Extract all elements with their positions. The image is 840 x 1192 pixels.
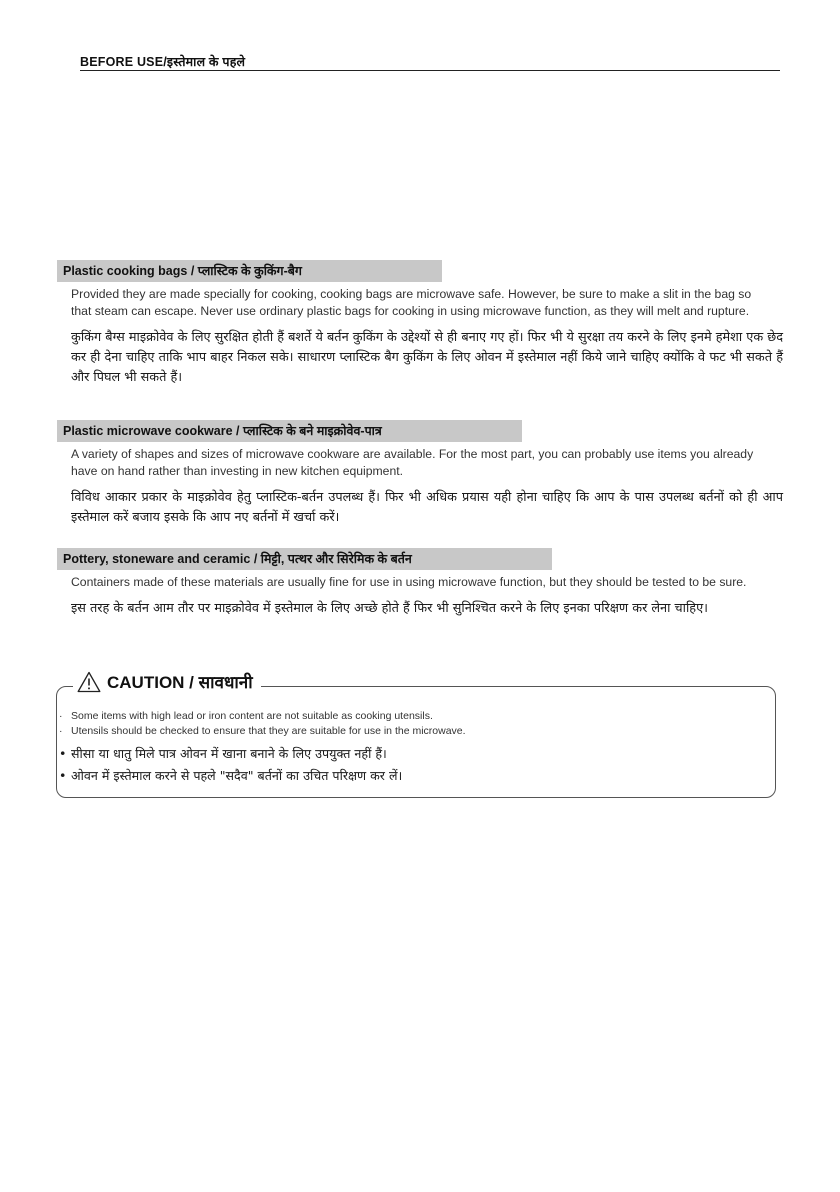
list-item: • ओवन में इस्तेमाल करने से पहले "सदैव" बर्तनों का उचित परिक्षण कर लें। bbox=[59, 768, 403, 783]
section-english-text: Containers made of these materials are usually fine for use in using microwave function, but they should be tested to be sure. bbox=[71, 575, 747, 589]
caution-list-english bbox=[59, 709, 466, 739]
section-heading: Plastic cooking bags / प्लास्टिक के कुकिंग-बैग bbox=[57, 260, 442, 282]
page-title: BEFORE USE/इस्तेमाल के पहले bbox=[80, 55, 246, 69]
section-plastic-cooking-bags bbox=[57, 260, 787, 388]
section-english-text: A variety of shapes and sizes of microwave cookware are available. For the most part, you can probably use items you already have on hand rather than investing in new kitchen equipment. bbox=[71, 447, 754, 478]
section-english-text: Provided they are made specially for cooking, cooking bags are microwave safe. However, be sure to make a slit in the bag so that steam can escape. Never use ordinary plastic bags for cooking in using microwave function, as they will melt and rupture. bbox=[71, 287, 752, 318]
section-plastic-microwave-cookware bbox=[57, 420, 787, 528]
caution-heading bbox=[73, 670, 261, 693]
list-item: • सीसा या धातु मिले पात्र ओवन में खाना बनाने के लिए उपयुक्त नहीं हैं। bbox=[59, 746, 387, 761]
caution-box bbox=[56, 673, 776, 798]
section-hindi-text: विविध आकार प्रकार के माइक्रोवेव हेतु प्लास्टिक-बर्तन उपलब्ध हैं। फिर भी अधिक प्रयास यही होना चाहिए कि आप के पास उपलब्ध बर्तनों को ही आप इस्तेमाल करें बजाय इसके कि आप नए बर्तनों में खर्चा करें। bbox=[71, 490, 783, 525]
list-item: · Some items with high lead or iron content are not suitable as cooking utensils. bbox=[59, 710, 433, 722]
page-header bbox=[80, 52, 780, 71]
caution-list-hindi bbox=[59, 743, 402, 787]
section-heading: Pottery, stoneware and ceramic / मिट्टी, पत्थर और सिरेमिक के बर्तन bbox=[57, 548, 552, 570]
section-hindi-text: इस तरह के बर्तन आम तौर पर माइक्रोवेव में इस्तेमाल के लिए अच्छे होते हैं फिर भी सुनिश्चित करने के लिए इनका परिक्षण कर लेना चाहिए। bbox=[71, 601, 709, 616]
section-heading: Plastic microwave cookware / प्लास्टिक के बने माइक्रोवेव-पात्र bbox=[57, 420, 522, 442]
section-hindi-text: कुकिंग बैग्स माइक्रोवेव के लिए सुरक्षित होती हैं बशर्ते ये बर्तन कुकिंग के उद्देश्यों से ही बनाए गए हों। फिर भी ये सुरक्षा तय करने के लिए इनमे हमेशा एक छेद कर ही देना चाहिए ताकि भाप बाहर निकल सके। साधारण प्लास्टिक बैग कुकिंग के लिए ओवन में इस्तेमाल नहीं किये जाने चाहिए क्योंकि वे फट भी सकते हैं और पिघल भी सकते हैं। bbox=[71, 330, 783, 385]
list-item: · Utensils should be checked to ensure that they are suitable for use in the microwave. bbox=[59, 725, 466, 737]
caution-title: CAUTION / सावधानी bbox=[107, 673, 253, 692]
section-pottery-stoneware-ceramic bbox=[57, 548, 787, 619]
warning-triangle-icon bbox=[77, 671, 101, 693]
